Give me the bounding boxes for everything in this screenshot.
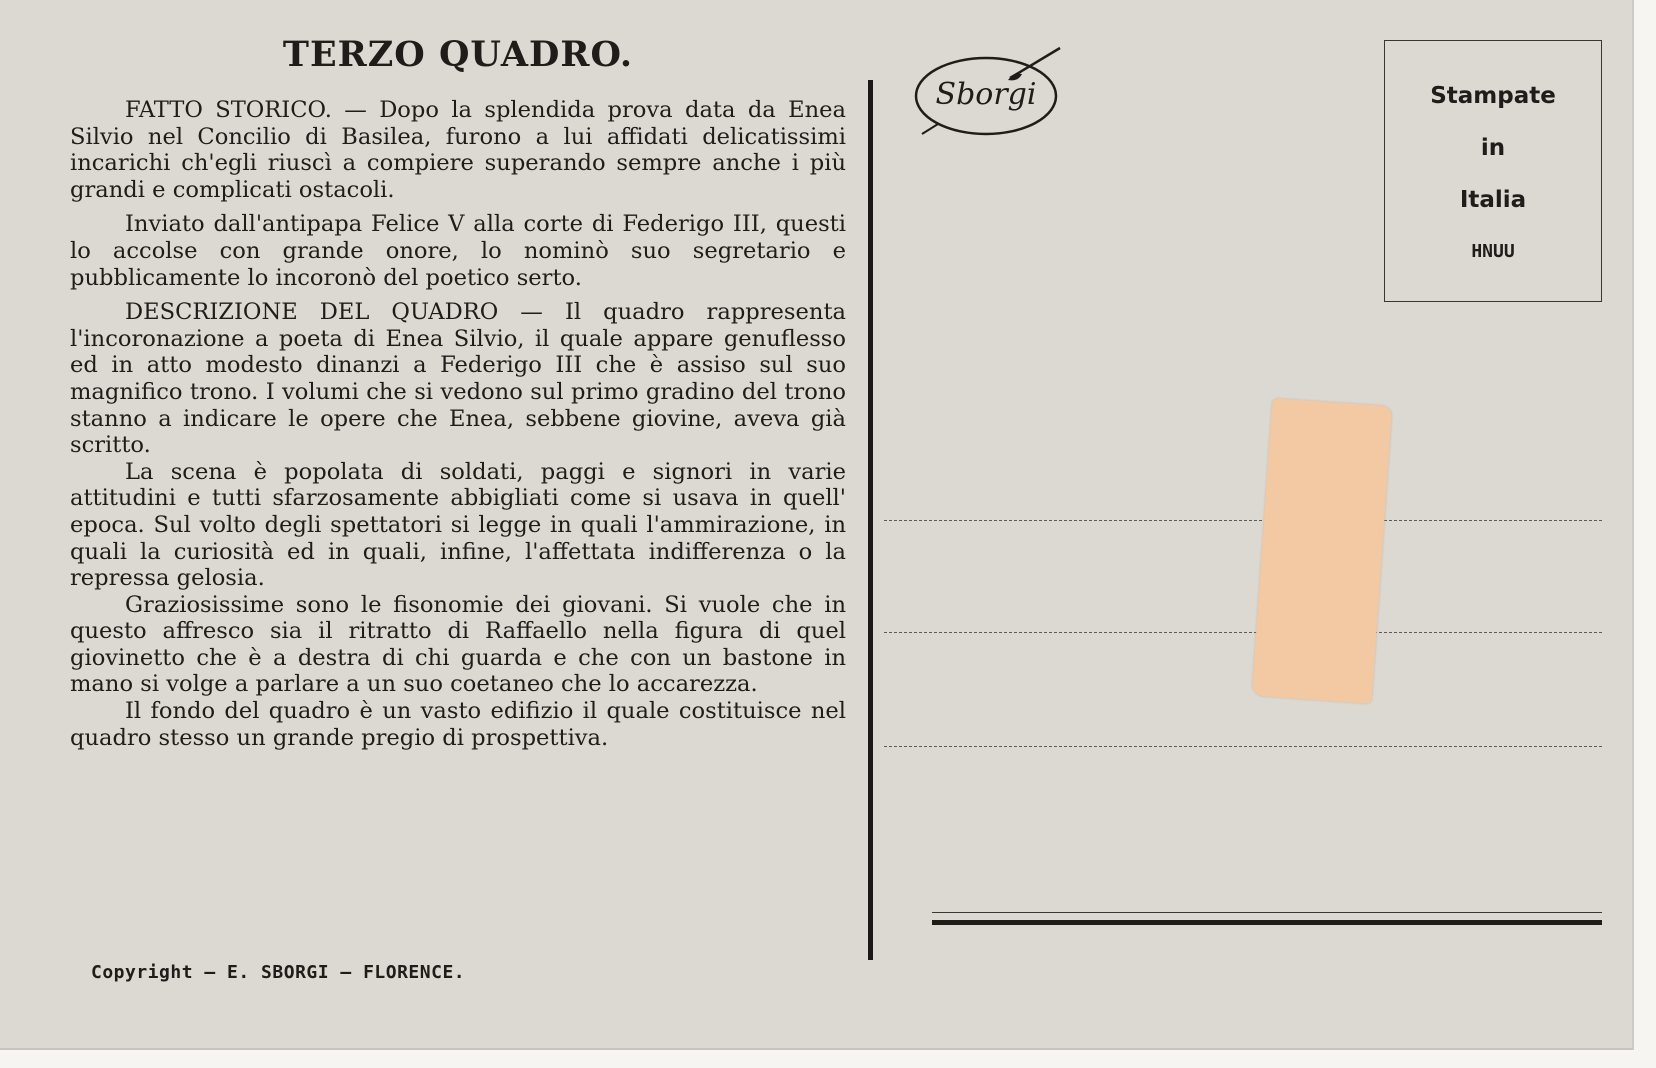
address-line-4-bold [932,920,1602,925]
paragraph-fondo: Il fondo del quadro è un vasto edifizio il quale costituisce nel quadro stesso un grande pregio di prospettiva. [70,698,846,751]
address-line-1 [884,520,1602,522]
logo-signature: Sborgi [935,77,1037,112]
tape-residue [1252,398,1392,704]
paragraph-inviato: Inviato dall'antipapa Felice V alla corte di Federigo III, questi lo accolse con grande onore, lo nominò suo segretario e pubblicamente lo incoronò del poetico serto. [70,211,846,291]
address-line-4-thin [932,912,1602,913]
paragraph-fatto-storico: FATTO STORICO. — Dopo la splendida prova data da Enea Silvio nel Concilio di Basilea, furono a lui affidati delicatissimi incarichi ch'egli riuscì a compiere superando sempre anche i più grandi e complicati ostacoli. [70,97,846,203]
stamp-text-italia: Italia [1459,187,1527,213]
stamp-code: HNUU [1471,241,1515,262]
description-column [70,34,846,751]
vertical-divider [868,80,873,960]
paragraph-scena: La scena è popolata di soldati, paggi e signori in varie attitudini e tutti sfarzosamente abbigliati come si usava in quell' epoca. Sul volto degli spettatori si legge in quali l'ammirazione, in quali la curiosità ed in quali, infine, l'affettata indifferenza o la repressa gelosia. [70,458,846,592]
sborgi-logo [912,44,1068,144]
address-line-2 [884,632,1602,634]
copyright-line: Copyright — E. SBORGI — FLORENCE. [91,962,466,983]
stamp-text-stampate: Stampate [1430,83,1556,109]
paragraph-fisonomie: Graziosissime sono le fisonomie dei giovani. Si vuole che in questo affresco sia il ritratto di Raffaello nella figura di quel giovinetto che è a destra di chi guarda e che con un bastone in mano si volge a parlare a un suo coetaneo che lo accarezza. [70,591,846,698]
stamp-box [1384,40,1602,302]
paragraph-descrizione: DESCRIZIONE DEL QUADRO — Il quadro rappresenta l'incoronazione a poeta di Enea Silvio, il quale appare genuflesso ed in atto modesto dinanzi a Federigo III che è assiso sul suo magnifico trono. I volumi che si vedono sul primo gradino del trono stanno a indicare le opere che Enea, sebbene giovine, aveva già scritto. [70,299,846,459]
card-title: TERZO QUADRO. [282,34,634,75]
address-line-3 [884,746,1602,748]
stamp-text-in: in [1480,135,1506,161]
